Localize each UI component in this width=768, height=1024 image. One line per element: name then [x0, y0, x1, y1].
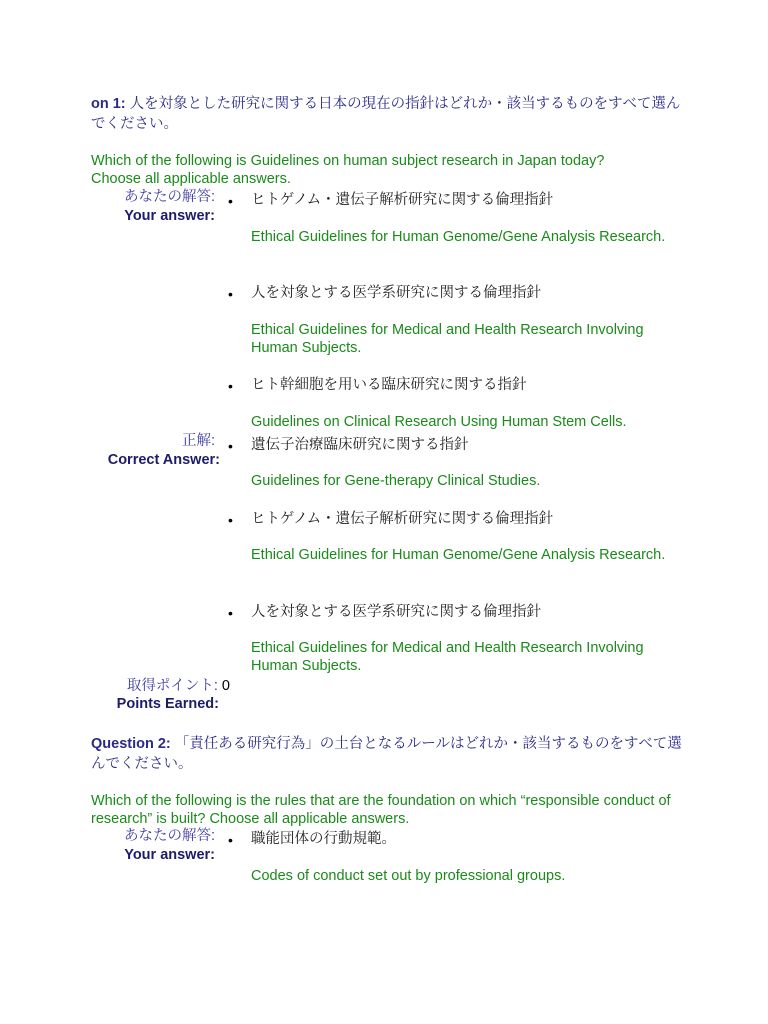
question-2-header — [91, 734, 691, 774]
points-earned-row — [127, 677, 230, 695]
points-earned-label-jp: 取得ポイント: — [126, 678, 218, 694]
your-answer-label-en: Your answer: — [124, 847, 215, 863]
bullet: • — [228, 512, 233, 528]
q2-your-answer-1-jp: 職能団体の行動規範。 — [251, 831, 396, 847]
correct-answer-label-jp: 正解: — [181, 433, 215, 449]
q1-your-answer-2-jp: 人を対象とする医学系研究に関する倫理指針 — [251, 285, 541, 301]
bullet: • — [228, 605, 233, 621]
q1-your-answer-1-jp: ヒトゲノム・遺伝子解析研究に関する倫理指針 — [251, 192, 554, 208]
bullet: • — [228, 378, 233, 394]
q1-correct-answer-3-jp: 人を対象とする医学系研究に関する倫理指針 — [251, 604, 541, 620]
question-1-number: on 1: — [91, 96, 126, 112]
bullet: • — [228, 438, 233, 454]
question-1-en-prompt: Which of the following is Guidelines on human subject research in Japan today? Choose all applicable answers. — [91, 153, 605, 187]
question-1-jp-text: 人を対象とした研究に関する日本の現在の指針はどれか・該当するものをすべて選んでください。 — [91, 96, 681, 132]
your-answer-label-jp: あなたの解答: — [123, 828, 215, 844]
correct-answer-label-en: Correct Answer: — [107, 452, 220, 468]
q1-your-answer-1-en: Ethical Guidelines for Human Genome/Gene Analysis Research. — [251, 229, 666, 245]
question-1-header — [91, 94, 691, 134]
points-earned-value: 0 — [221, 678, 230, 694]
your-answer-label-en: Your answer: — [124, 208, 215, 224]
q1-your-answer-2-en: Ethical Guidelines for Medical and Health Research Involving Human Subjects. — [251, 322, 644, 356]
question-2-en-prompt: Which of the following is the rules that are the foundation on which “responsible conduct of research” is built? Choose all applicable answers. — [91, 793, 671, 827]
q1-correct-answer-2-en: Ethical Guidelines for Human Genome/Gene Analysis Research. — [251, 547, 666, 563]
bullet: • — [228, 832, 233, 848]
bullet: • — [228, 286, 233, 302]
question-2-jp-text: 「責任ある研究行為」の土台となるルールはどれか・該当するものをすべて選んでください。 — [91, 736, 682, 772]
q1-correct-answer-2-jp: ヒトゲノム・遺伝子解析研究に関する倫理指針 — [251, 511, 554, 527]
question-2-number: Question 2: — [91, 736, 171, 752]
q1-correct-answer-1-en: Guidelines for Gene-therapy Clinical Studies. — [251, 473, 541, 489]
q1-your-answer-3-jp: ヒト幹細胞を用いる臨床研究に関する指針 — [251, 377, 527, 393]
q1-correct-answer-3-en: Ethical Guidelines for Medical and Health Research Involving Human Subjects. — [251, 640, 644, 674]
q1-correct-answer-1-jp: 遺伝子治療臨床研究に関する指針 — [251, 437, 469, 453]
your-answer-label-jp: あなたの解答: — [123, 189, 215, 205]
q2-your-answer-1-en: Codes of conduct set out by professional groups. — [251, 868, 566, 884]
q1-your-answer-3-en: Guidelines on Clinical Research Using Human Stem Cells. — [251, 414, 627, 430]
bullet: • — [228, 193, 233, 209]
points-earned-label-en: Points Earned: — [116, 696, 219, 712]
